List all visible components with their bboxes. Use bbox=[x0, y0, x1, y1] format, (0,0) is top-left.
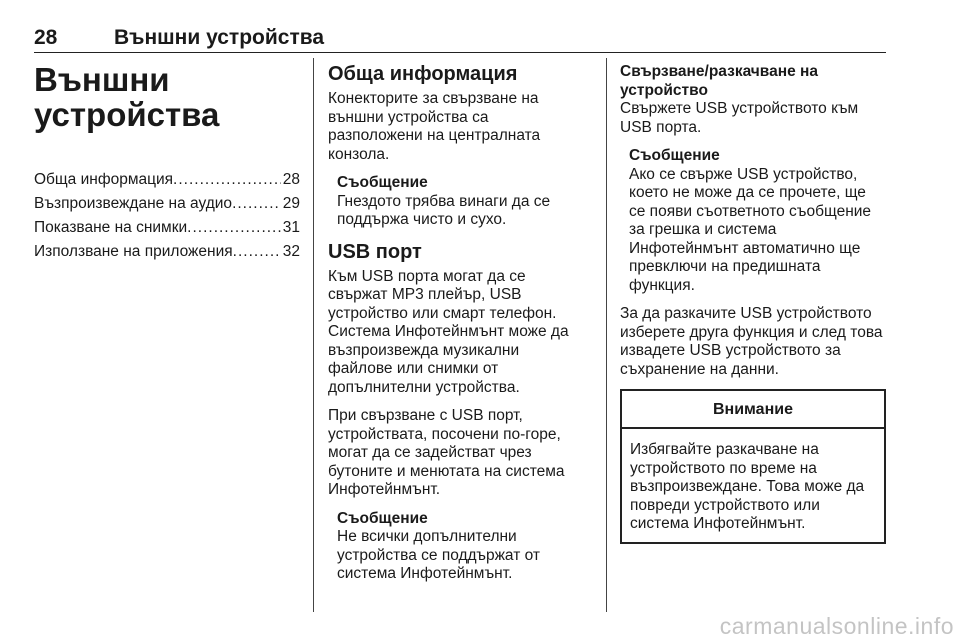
note-text: Гнездото трябва винаги да се поддържа чисто и сухо. bbox=[337, 192, 551, 228]
connect-paragraph-1: Свържете USB устройството към USB порта. bbox=[620, 100, 859, 136]
page-number: 28 bbox=[34, 26, 58, 49]
running-header-title: Външни устройства bbox=[114, 26, 325, 49]
watermark: carmanualsonline.info bbox=[719, 613, 954, 639]
toc-entry[interactable] bbox=[34, 168, 300, 192]
note-box bbox=[620, 147, 886, 295]
note-text: Не всички допълнителни устройства се поддържат от система Инфотейнмънт. bbox=[337, 528, 540, 582]
chapter-title: Външни устройства bbox=[34, 61, 220, 133]
warning-box bbox=[620, 389, 886, 544]
toc-leader bbox=[187, 216, 281, 240]
toc-label: Възпроизвеждане на аудио bbox=[34, 195, 233, 212]
column-right bbox=[620, 62, 886, 544]
toc-leader bbox=[173, 168, 281, 192]
toc-label: Обща информация bbox=[34, 171, 174, 188]
column-divider-2 bbox=[606, 58, 607, 612]
toc-leader bbox=[232, 192, 281, 216]
column-divider-1 bbox=[313, 58, 314, 612]
toc-entry[interactable] bbox=[34, 192, 300, 216]
column-main bbox=[328, 62, 580, 594]
header-rule bbox=[34, 52, 886, 53]
toc-page: 32 bbox=[282, 243, 300, 260]
toc-label: Използване на приложения bbox=[34, 243, 233, 260]
toc-label: Показване на снимки bbox=[34, 219, 188, 236]
usb-paragraph-2: При свързване с USB порт, устройствата, посочени по-горе, могат да се задействат чрез бутоните и менютата на система Инфотейнмънт. bbox=[328, 407, 565, 498]
table-of-contents bbox=[34, 168, 300, 264]
section-general-text: Конекторите за свързване на външни устройства са разположени на централната конзола. bbox=[328, 90, 541, 163]
note-title: Съобщение bbox=[629, 147, 720, 164]
usb-paragraph-1: Към USB порта могат да се свържат MP3 плейър, USB устройство или смарт телефон. Система Инфотейнмънт може да възпроизвежда музикални файлове или снимки от допълнителни устройства. bbox=[328, 267, 569, 396]
warning-text: Избягвайте разкачване на устройството по време на възпроизвеждане. Това може да повреди устройството или система Инфотейнмънт. bbox=[630, 441, 865, 532]
column-toc bbox=[34, 62, 300, 264]
note-box bbox=[328, 174, 580, 230]
section-title-usb: USB порт bbox=[328, 240, 422, 263]
page-header bbox=[34, 26, 886, 50]
toc-page: 29 bbox=[282, 195, 300, 212]
toc-entry[interactable] bbox=[34, 240, 300, 264]
subsection-title-connect: Свързване/разкачване на устройство bbox=[620, 63, 819, 99]
toc-leader bbox=[233, 240, 281, 264]
section-title-general: Обща информация bbox=[328, 63, 518, 85]
toc-entry[interactable] bbox=[34, 216, 300, 240]
note-title: Съобщение bbox=[337, 174, 428, 191]
connect-paragraph-2: За да разкачите USB устройството изберете друга функция и след това извадете USB устройството за съхранение на данни. bbox=[620, 305, 883, 378]
toc-page: 31 bbox=[282, 219, 300, 236]
note-box bbox=[328, 510, 580, 584]
toc-page: 28 bbox=[282, 171, 300, 188]
note-text: Ако се свърже USB устройство, което не може да се прочете, ще се появи съответното съобщение за грешка и система Инфотейнмънт автоматично ще превключи на предишната функция. bbox=[629, 165, 872, 294]
note-title: Съобщение bbox=[337, 509, 428, 527]
warning-title: Внимание bbox=[622, 391, 884, 429]
